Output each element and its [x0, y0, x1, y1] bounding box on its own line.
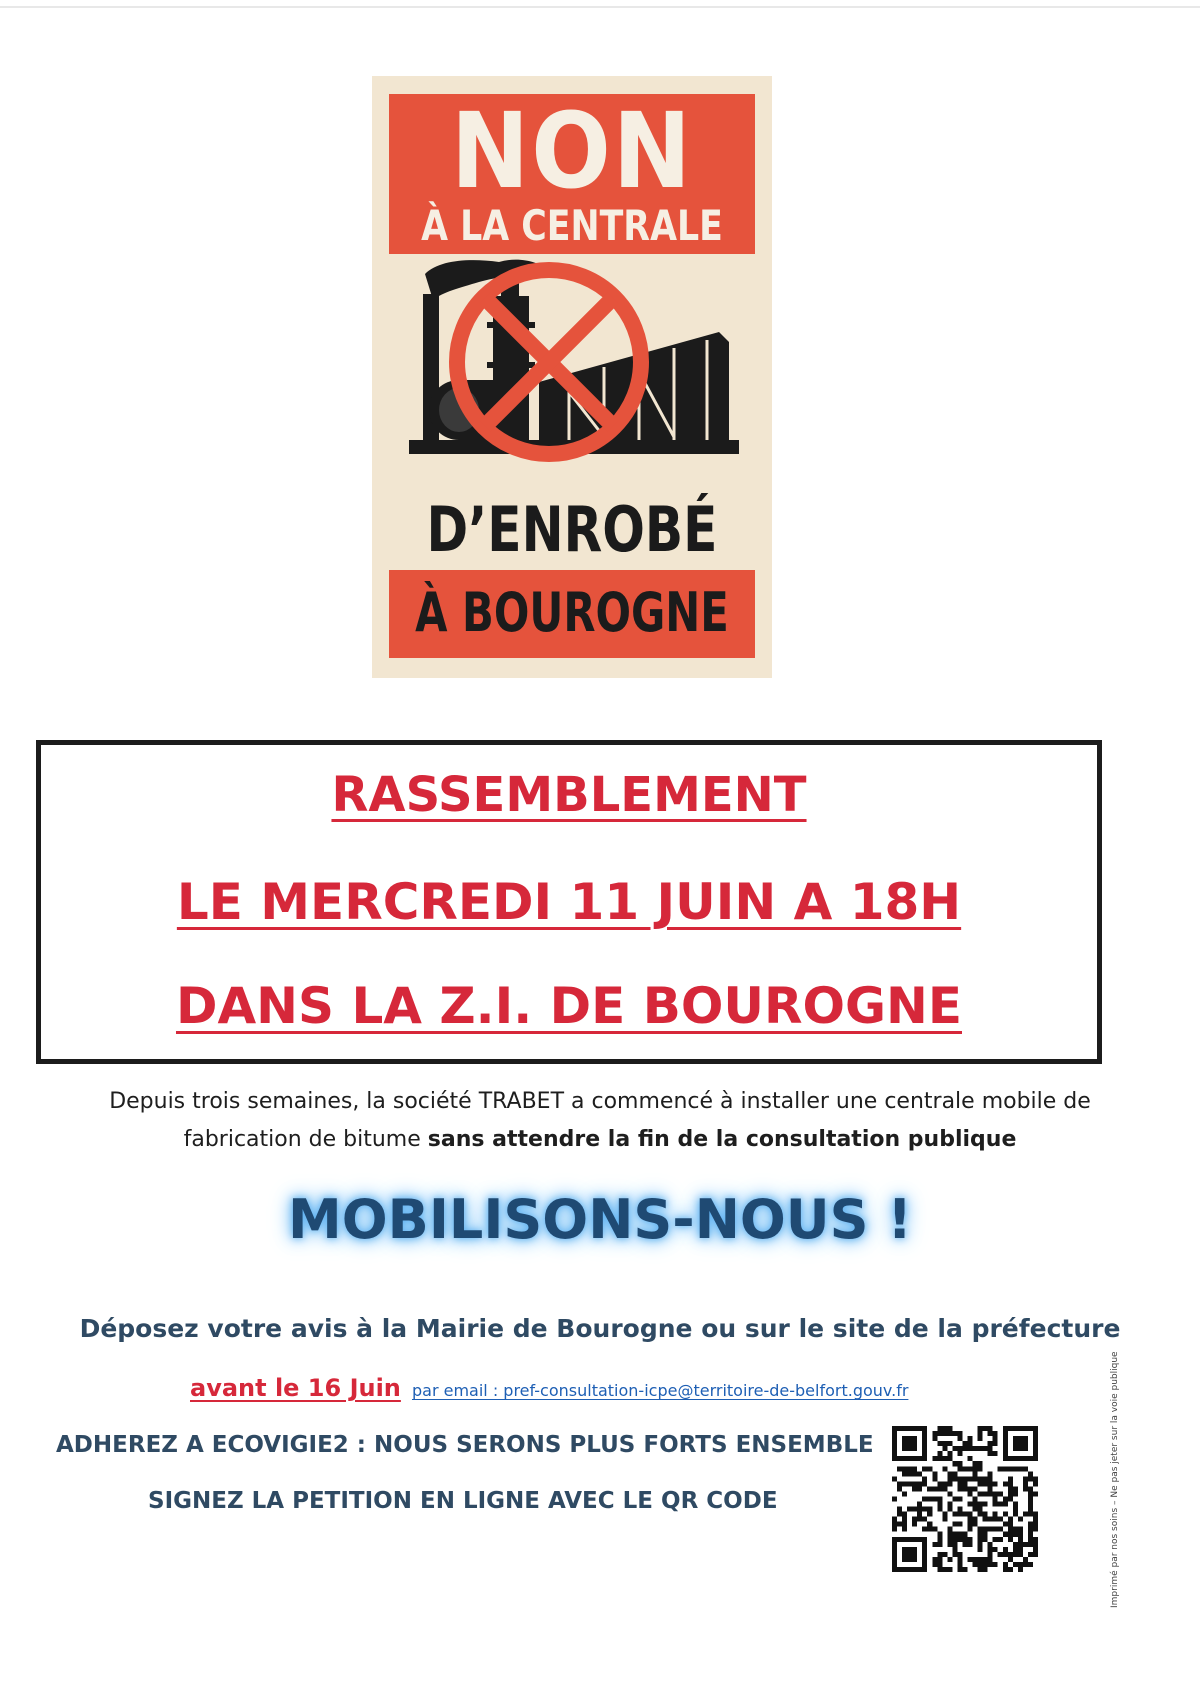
protest-poster — [372, 76, 772, 678]
mobilise-headline: MOBILISONS-NOUS ! — [288, 1188, 912, 1251]
intro-bold-text: sans attendre la fin de la consultation publique — [427, 1127, 1017, 1152]
rally-date: LE MERCREDI 11 JUIN A 18H — [176, 873, 962, 931]
poster-non: NON — [450, 90, 694, 212]
intro-paragraph — [60, 1083, 1140, 1159]
rally-announcement-box — [36, 740, 1102, 1064]
rally-title: RASSEMBLEMENT — [331, 767, 807, 823]
poster-enrobe: D’ENROBÉ — [426, 493, 718, 566]
intro-text: Depuis trois semaines, la société TRABET a commencé à installer une centrale mobile de fabrication de bitume — [109, 1089, 1091, 1152]
deadline-date: avant le 16 Juin — [190, 1374, 401, 1402]
deposit-instruction: Déposez votre avis à la Mairie de Bourogne ou sur le site de la préfecture — [79, 1314, 1121, 1343]
top-edge-rule — [0, 6, 1200, 8]
qr-code-icon[interactable] — [892, 1426, 1038, 1572]
sign-petition-text: SIGNEZ LA PETITION EN LIGNE AVEC LE QR CODE — [148, 1488, 778, 1514]
rally-location: DANS LA Z.I. DE BOUROGNE — [175, 977, 962, 1035]
asphalt-plant-prohibited-icon — [389, 252, 755, 492]
join-association-text: ADHEREZ A ECOVIGIE2 : NOUS SERONS PLUS FORTS ENSEMBLE — [56, 1432, 874, 1458]
imprint-notice: Imprimé par nos soins – Ne pas jeter sur la voie publique — [1110, 1351, 1120, 1608]
email-link[interactable]: par email : pref-consultation-icpe@territoire-de-belfort.gouv.fr — [411, 1381, 909, 1400]
poster-a-la-centrale: À LA CENTRALE — [421, 201, 723, 250]
poster-a-bourogne: À BOUROGNE — [415, 581, 729, 644]
deadline-line — [190, 1374, 908, 1402]
